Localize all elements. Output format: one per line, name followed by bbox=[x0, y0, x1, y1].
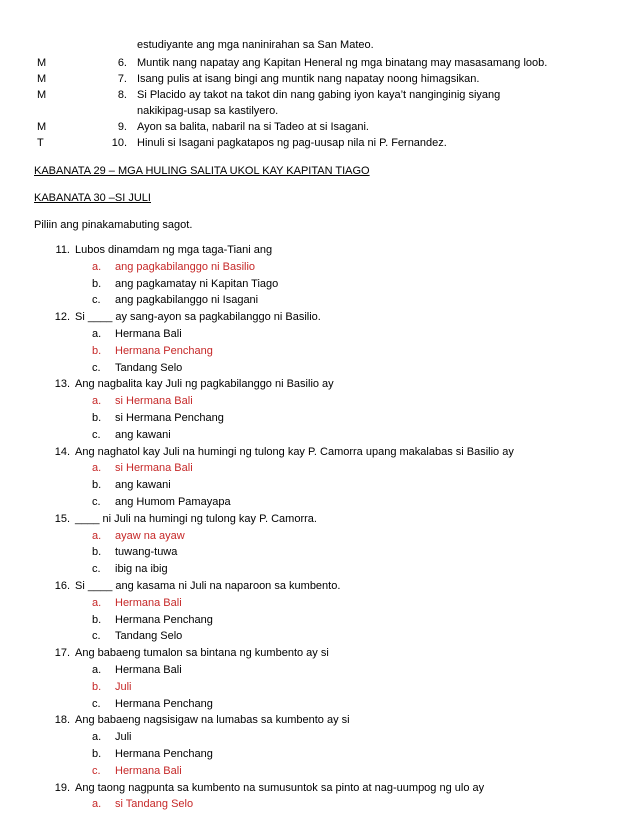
continuation-line: nakikipag-usap sa kastilyero. bbox=[137, 105, 279, 117]
answer-option bbox=[0, 613, 638, 627]
question-text: Ang babaeng tumalon sa bintana ng kumbento ay si bbox=[75, 647, 329, 660]
option-text: Hermana Bali bbox=[115, 664, 182, 676]
item-text: Isang pulis at isang bingi ang muntik nang napatay noong himagsikan. bbox=[137, 73, 480, 85]
option-text: Hermana Bali bbox=[115, 596, 182, 609]
option-letter: c. bbox=[92, 428, 101, 441]
option-letter: c. bbox=[92, 294, 101, 307]
question-number: 15. bbox=[54, 512, 70, 525]
option-text: ang pagkamatay ni Kapitan Tiago bbox=[115, 277, 279, 290]
answer-option-correct bbox=[0, 680, 638, 694]
item-number: 7. bbox=[117, 73, 127, 85]
item-number: 8. bbox=[117, 89, 127, 101]
option-text: Hermana Penchang bbox=[115, 613, 213, 626]
option-text: si Hermana Bali bbox=[115, 395, 193, 408]
continuation-line: estudiyante ang mga naninirahan sa San Mateo. bbox=[137, 39, 374, 51]
answer-letter: T bbox=[37, 137, 44, 149]
option-text: Hermana Penchang bbox=[115, 344, 213, 357]
option-text: Tandang Selo bbox=[115, 630, 183, 643]
question-number: 12. bbox=[54, 311, 70, 324]
option-letter: b. bbox=[92, 613, 102, 626]
option-letter: a. bbox=[92, 260, 102, 273]
item-text: Hinuli si Isagani pagkatapos ng pag-uusap nila ni P. Fernandez. bbox=[137, 137, 447, 149]
option-text: ang pagkabilanggo ni Isagani bbox=[115, 294, 259, 307]
option-text: tuwang-tuwa bbox=[115, 546, 178, 559]
option-text: Hermana Bali bbox=[115, 764, 182, 777]
option-letter: b. bbox=[92, 748, 102, 760]
question-text: Lubos dinamdam ng mga taga-Tiani ang bbox=[75, 244, 273, 256]
question-text: Ang naghatol kay Juli na humingi ng tulong kay P. Camorra upang makalabas si Basilio ay bbox=[75, 445, 514, 458]
answer-option-correct bbox=[0, 529, 638, 543]
option-letter: c. bbox=[92, 697, 101, 710]
item-number: 9. bbox=[117, 121, 127, 133]
answer-option-correct bbox=[0, 797, 638, 811]
answer-option bbox=[0, 730, 638, 744]
question-number: 14. bbox=[54, 445, 70, 458]
option-letter: a. bbox=[92, 328, 102, 340]
item-number: 10. bbox=[111, 137, 127, 149]
question bbox=[0, 377, 638, 391]
question-number: 11. bbox=[55, 244, 70, 256]
option-text: si Tandang Selo bbox=[115, 798, 194, 811]
question bbox=[0, 713, 638, 727]
option-letter: a. bbox=[92, 798, 102, 811]
answer-option bbox=[0, 361, 638, 375]
true-false-item bbox=[0, 88, 638, 102]
question bbox=[0, 243, 638, 257]
question bbox=[0, 310, 638, 324]
option-letter: a. bbox=[92, 462, 102, 475]
answer-option bbox=[0, 545, 638, 559]
question-text: ____ ni Juli na humingi ng tulong kay P. Camorra. bbox=[75, 512, 317, 525]
answer-option bbox=[0, 747, 638, 761]
answer-letter: M bbox=[37, 89, 47, 101]
option-letter: b. bbox=[92, 680, 102, 693]
answer-option bbox=[0, 428, 638, 442]
question-number: 17. bbox=[54, 647, 70, 660]
question-text: Si ____ ang kasama ni Juli na naparoon sa kumbento. bbox=[75, 580, 341, 592]
option-letter: a. bbox=[92, 731, 102, 744]
instruction: Piliin ang pinakamabuting sagot. bbox=[34, 219, 193, 231]
option-letter: c. bbox=[92, 764, 101, 777]
question bbox=[0, 445, 638, 459]
option-text: Hermana Bali bbox=[115, 328, 182, 340]
answer-option bbox=[0, 697, 638, 711]
item-number: 6. bbox=[117, 57, 127, 69]
true-false-item bbox=[0, 136, 638, 150]
question-text: Ang taong nagpunta sa kumbento na sumusuntok sa pinto at nag-uumpog ng ulo ay bbox=[75, 781, 485, 794]
answer-option bbox=[0, 663, 638, 677]
option-letter: c. bbox=[92, 630, 101, 643]
answer-letter: M bbox=[37, 121, 47, 133]
answer-option bbox=[0, 411, 638, 425]
option-text: si Hermana Bali bbox=[115, 462, 193, 475]
true-false-item bbox=[0, 72, 638, 86]
answer-option bbox=[0, 277, 638, 291]
question-number: 13. bbox=[54, 378, 70, 391]
answer-option bbox=[0, 293, 638, 307]
item-text: Ayon sa balita, nabaril na si Tadeo at si Isagani. bbox=[137, 121, 369, 133]
question bbox=[0, 512, 638, 526]
question bbox=[0, 781, 638, 795]
option-text: ang kawani bbox=[115, 428, 171, 441]
question bbox=[0, 579, 638, 593]
option-letter: a. bbox=[92, 395, 102, 408]
option-text: Hermana Penchang bbox=[115, 748, 213, 760]
option-text: ibig na ibig bbox=[115, 563, 168, 576]
option-letter: b. bbox=[92, 479, 102, 492]
chapter-heading-29: KABANATA 29 – MGA HULING SALITA UKOL KAY KAPITAN TIAGO bbox=[34, 165, 370, 177]
option-letter: c. bbox=[92, 361, 101, 374]
answer-option-correct bbox=[0, 596, 638, 610]
answer-option bbox=[0, 478, 638, 492]
question-text: Si ____ ay sang-ayon sa pagkabilanggo ni Basilio. bbox=[75, 311, 321, 324]
option-text: ayaw na ayaw bbox=[115, 529, 185, 542]
option-letter: b. bbox=[92, 277, 102, 290]
option-letter: b. bbox=[92, 412, 102, 424]
answer-option bbox=[0, 629, 638, 643]
question-number: 18. bbox=[54, 714, 70, 727]
question-number: 16. bbox=[54, 580, 70, 592]
item-text: Muntik nang napatay ang Kapitan Heneral ng mga binatang may masasamang loob. bbox=[137, 57, 548, 69]
answer-option-correct bbox=[0, 394, 638, 408]
question bbox=[0, 646, 638, 660]
option-letter: b. bbox=[92, 546, 102, 559]
question-text: Ang babaeng nagsisigaw na lumabas sa kumbento ay si bbox=[75, 714, 350, 727]
question-number: 19. bbox=[54, 781, 70, 794]
option-letter: a. bbox=[92, 596, 102, 609]
option-text: si Hermana Penchang bbox=[115, 412, 224, 424]
true-false-item bbox=[0, 56, 638, 70]
true-false-item bbox=[0, 120, 638, 134]
option-text: ang kawani bbox=[115, 479, 171, 492]
answer-option bbox=[0, 327, 638, 341]
option-letter: a. bbox=[92, 664, 102, 676]
answer-letter: M bbox=[37, 57, 47, 69]
option-letter: c. bbox=[92, 496, 101, 508]
option-text: Tandang Selo bbox=[115, 361, 183, 374]
option-text: Juli bbox=[115, 680, 132, 693]
chapter-heading-30: KABANATA 30 –SI JULI bbox=[34, 192, 151, 204]
answer-option-correct bbox=[0, 764, 638, 778]
option-letter: b. bbox=[92, 344, 102, 357]
answer-option bbox=[0, 495, 638, 509]
answer-option-correct bbox=[0, 461, 638, 475]
item-text: Si Placido ay takot na takot din nang gabing iyon kaya’t nanginginig siyang bbox=[137, 89, 501, 101]
option-text: ang Humom Pamayapa bbox=[115, 496, 231, 508]
answer-option-correct bbox=[0, 344, 638, 358]
option-letter: a. bbox=[92, 529, 102, 542]
answer-letter: M bbox=[37, 73, 47, 85]
question-text: Ang nagbalita kay Juli ng pagkabilanggo ni Basilio ay bbox=[75, 378, 334, 391]
answer-option-correct bbox=[0, 260, 638, 274]
option-text: Hermana Penchang bbox=[115, 697, 213, 710]
option-text: Juli bbox=[115, 731, 132, 744]
answer-option bbox=[0, 562, 638, 576]
option-text: ang pagkabilanggo ni Basilio bbox=[115, 260, 256, 273]
option-letter: c. bbox=[92, 563, 101, 576]
